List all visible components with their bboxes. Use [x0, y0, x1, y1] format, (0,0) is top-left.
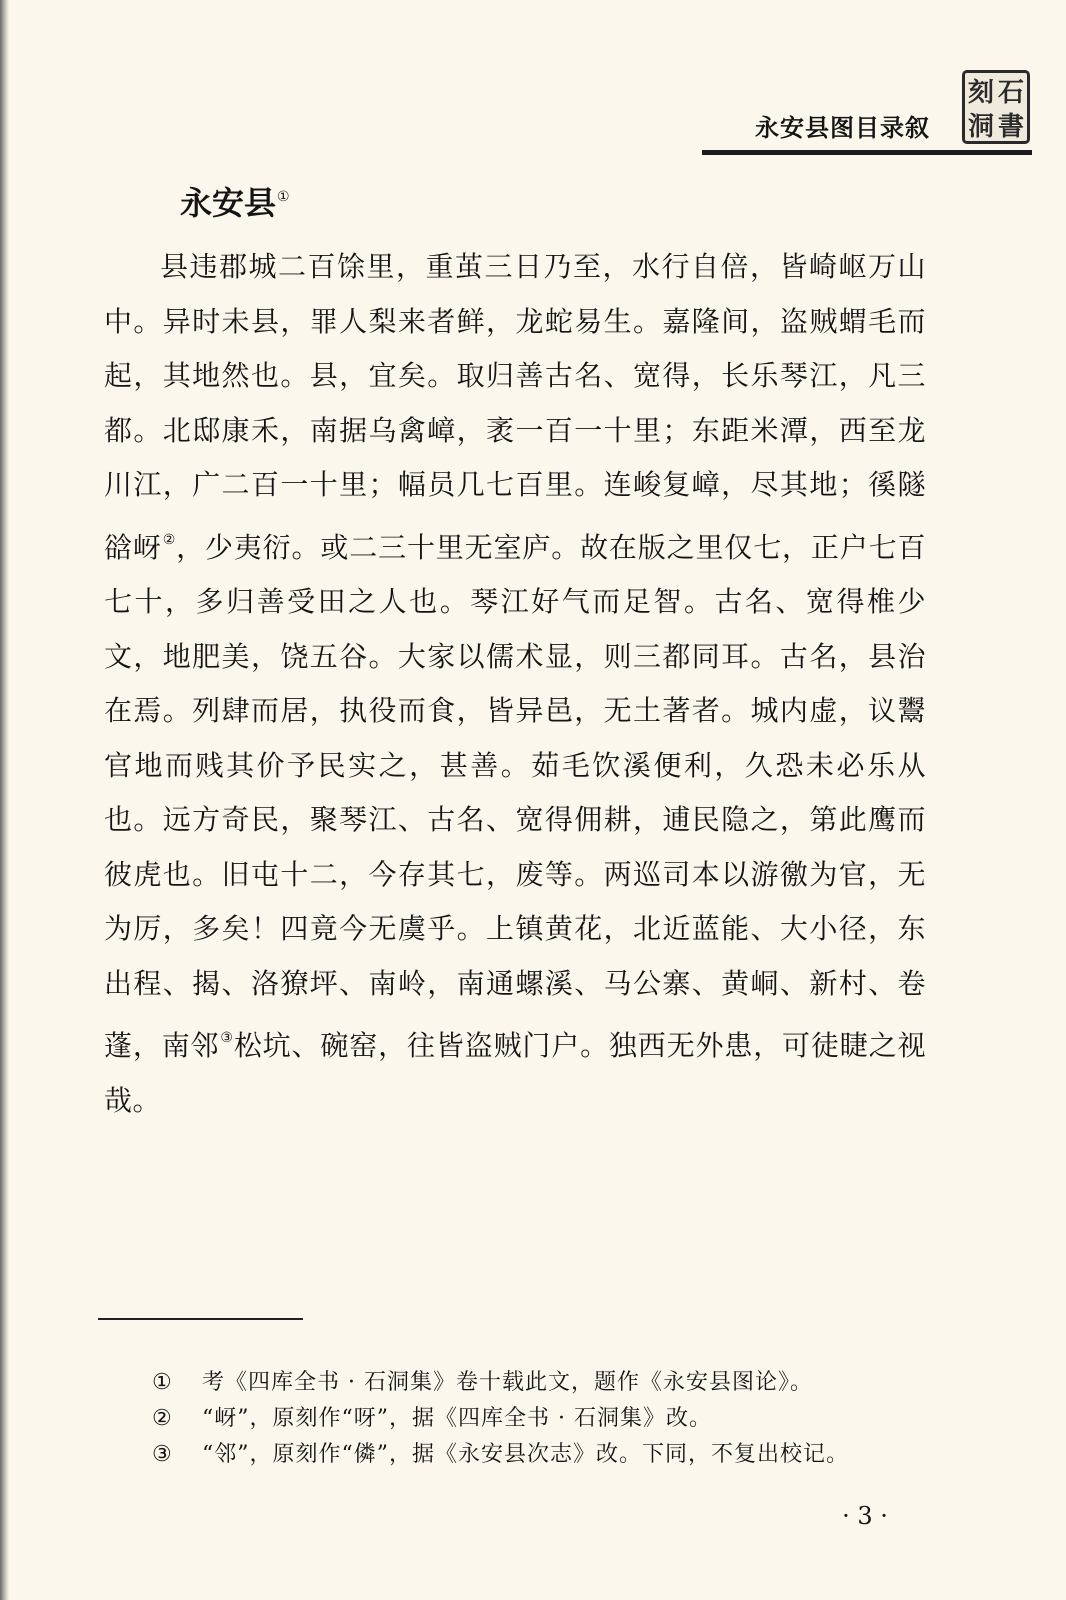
heading-title: 永安县 — [180, 184, 277, 222]
section-heading — [180, 178, 290, 224]
page-edge-shadow — [0, 0, 9, 1600]
footnote-item — [152, 1401, 952, 1437]
footnote-separator — [98, 1318, 303, 1320]
seal-char: 洞 — [967, 111, 994, 142]
footnote-item — [152, 1437, 952, 1473]
seal-stamp-logo — [962, 70, 1030, 144]
page-number: · 3 · — [842, 1502, 888, 1530]
footnote-ref-3[interactable]: ③ — [220, 1030, 234, 1046]
body-text-1: 县违郡城二百馀里，重茧三日乃至，水行自倍，皆崎岖万山中。异时未县，罪人梨来者鲜，龙蛇易生。嘉隆间，盗贼蝟毛而起，其地然也。县，宜矣。取归善古名、宽得，长乐琴江，凡三都。北邸康禾，南据乌禽嶂，袤一百一十里；东距米潭，西至龙川江，广二百一十里；幅员几七百里。连峻复嶂，尽其地；徯隧谽岈 — [104, 250, 926, 564]
body-text-3: 松坑、碗窑，往皆盗贼门户。独西无外患，可徒睫之视哉。 — [104, 1029, 926, 1117]
footnote-ref-1[interactable]: ① — [277, 189, 290, 205]
footnote-text: 考《四库全书 · 石洞集》卷十载此文，题作《永安县图论》。 — [202, 1370, 813, 1395]
footnote-mark: ② — [152, 1406, 173, 1431]
footnote-mark: ③ — [152, 1442, 173, 1467]
footnote-text: “邻”，原刻作“僯”，据《永安县次志》改。下同，不复出校记。 — [202, 1442, 849, 1467]
seal-char: 石 — [997, 77, 1024, 108]
body-paragraph — [104, 240, 926, 1128]
seal-char: 刻 — [967, 77, 994, 108]
body-text-2: ，少夷衍。或二三十里无室庐。故在版之里仅七，正户七百七十，多归善受田之人也。琴江好气而足智。古名、宽得椎少文，地肥美，饶五谷。大家以儒术显，则三都同耳。古名，县治在焉。列肆而居，执役而食，皆异邑，无土著者。城内虚，议鬻官地而贱其价予民实之，甚善。茹毛饮溪便利，久恐未必乐从也。远方奇民，聚琴江、古名、宽得佣耕，逋民隐之，第此鹰而彼虎也。旧屯十二，今存其七，废等。两巡司本以游徼为官，无为厉，多矣！四竟今无虞乎。上镇黄花，北近蓝能、大小径，东出程、揭、洛獠坪、南岭，南通螺溪、马公寨、黄峒、新村、卷蓬，南邻 — [104, 530, 926, 1062]
footnote-item — [152, 1365, 952, 1401]
footnote-mark: ① — [152, 1370, 173, 1395]
running-head-rule — [702, 150, 1032, 155]
seal-char: 書 — [997, 111, 1024, 142]
running-head: 永安县图目录叙 — [755, 114, 930, 142]
footnote-ref-2[interactable]: ② — [162, 531, 177, 548]
footnotes — [152, 1365, 952, 1473]
footnote-text: “岈”，原刻作“呀”，据《四库全书 · 石洞集》改。 — [202, 1406, 712, 1431]
